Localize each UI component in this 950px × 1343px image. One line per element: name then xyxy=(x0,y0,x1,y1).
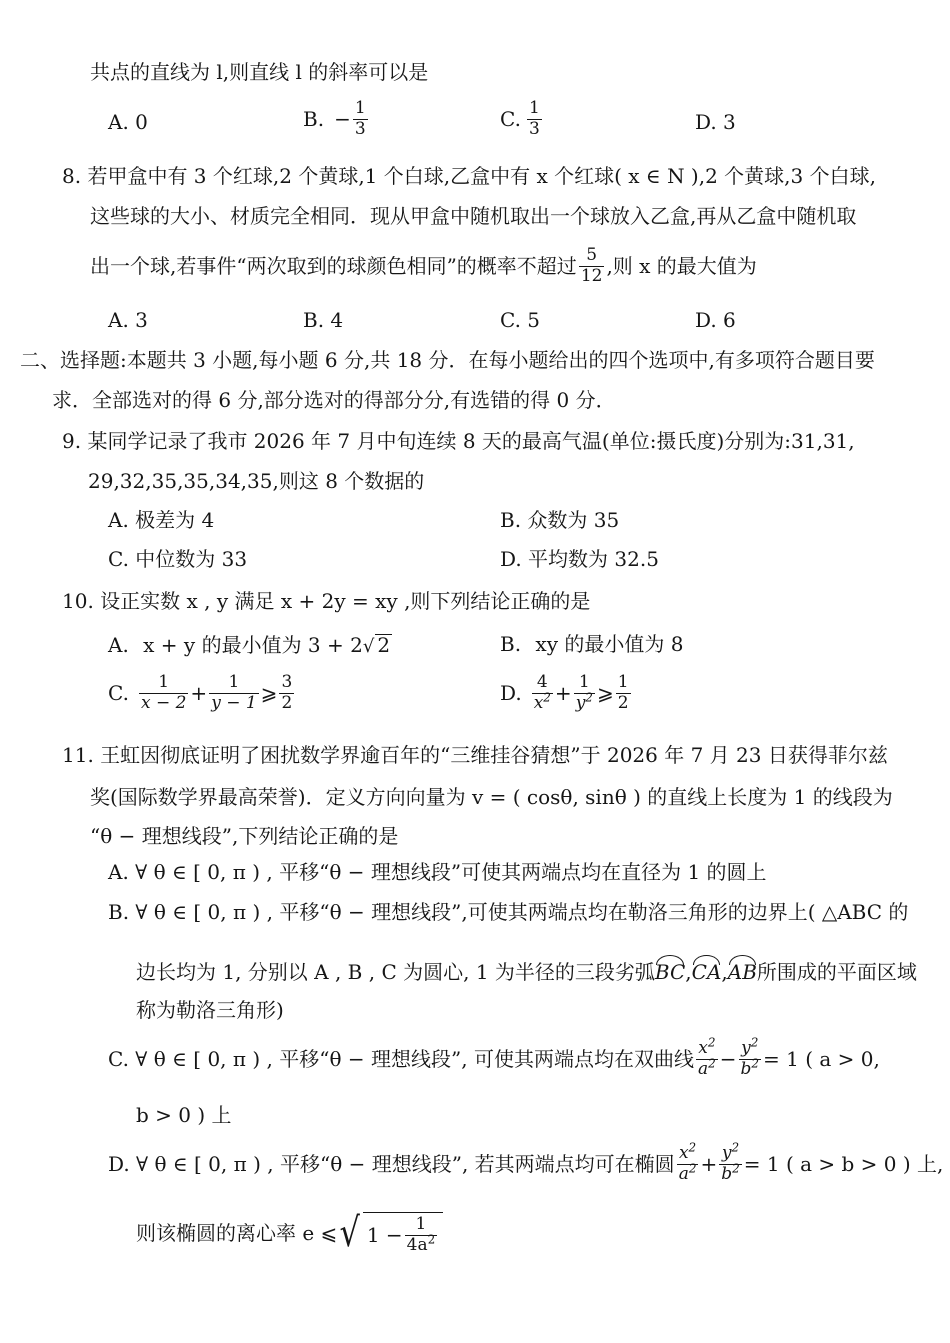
q8-line-2: 这些球的大小、材质完全相同．现从甲盒中随机取出一个球放入乙盒,再从乙盒中随机取 xyxy=(90,204,857,228)
q11-option-d-text: D. ∀ θ ∈ [ 0, π ) , 平移“θ − 理想线段”, 若其两端点均可在椭圆 xyxy=(108,1152,675,1177)
ellipse-fraction-x: $\frac{x^2}{a^2}$ xyxy=(678,1140,697,1184)
q10-option-a-radicand: 2 xyxy=(377,633,391,657)
q9-line-2: 29,32,35,35,34,35,则这 8 个数据的 xyxy=(88,469,425,493)
q11-option-b-line-1: B. ∀ θ ∈ [ 0, π ) , 平移“θ − 理想线段”,可使其两端点均在勒洛三角形的边界上( △ABC 的 xyxy=(108,900,909,924)
q8-fraction: $\frac{5}{12}$ xyxy=(580,245,603,286)
q11-option-b-line-2: 边长均为 1, 分别以 A , B , C 为圆心, 1 为半径的三段劣弧BC,CA,AB所围成的平面区域 xyxy=(136,960,917,984)
q8-option-c: C. 5 xyxy=(500,308,541,332)
q11-line-3: “θ − 理想线段”,下列结论正确的是 xyxy=(90,824,399,848)
q11-option-c-line-1: C. ∀ θ ∈ [ 0, π ) , 平移“θ − 理想线段”, 可使其两端点均在双曲线 $\frac{x^2}{a^2}$ − $\frac{y^2}{b^2}$ = 1 ( a > 0, xyxy=(108,1035,880,1079)
q7-option-b-minus: − xyxy=(334,107,351,132)
q10-stem: 10. 设正实数 x , y 满足 x + 2y = xy ,则下列结论正确的是 xyxy=(62,589,591,613)
q10-option-c-label: C. xyxy=(108,681,129,706)
q8-option-a: A. 3 xyxy=(108,308,148,332)
q7-option-c-fraction: $\frac{1}{3}$ xyxy=(528,98,540,139)
section-2-instructions: 求．全部选对的得 6 分,部分选对的得部分分,有选错的得 0 分． xyxy=(52,388,616,412)
q10-option-d-fraction-2: $\frac{1}{y^2}$ xyxy=(575,672,593,713)
q7-stem: 共点的直线为 l,则直线 l 的斜率可以是 xyxy=(90,60,429,84)
q10-option-d-fraction-1: $\frac{4}{x^2}$ xyxy=(533,672,551,713)
q8-line-3 xyxy=(90,247,757,286)
q10-option-c-fraction-2: $\frac{1}{y - 1}$ xyxy=(211,672,257,713)
q10-option-b-label: B. xyxy=(500,632,522,656)
q10-option-d-fraction-3: $\frac{1}{2}$ xyxy=(617,672,629,713)
q11-option-b-line-3: 称为勒洛三角形) xyxy=(136,998,284,1022)
q11-option-c-line-2: b > 0 ) 上 xyxy=(136,1103,232,1127)
q11-option-c-text-tail: = 1 ( a > 0, xyxy=(763,1047,880,1072)
q11-option-b-text: 边长均为 1, 分别以 A , B , C 为圆心, 1 为半径的三段劣弧 xyxy=(136,960,655,984)
q8-line-3-text: 出一个球,若事件“两次取到的球颜色相同”的概率不超过 xyxy=(90,254,577,279)
arc-ca: CA xyxy=(691,960,722,984)
q10-option-c-fraction-3: $\frac{3}{2}$ xyxy=(281,672,293,713)
q11-option-d-line-1: D. ∀ θ ∈ [ 0, π ) , 平移“θ − 理想线段”, 若其两端点均可在椭圆 $\frac{x^2}{a^2}$ + $\frac{y^2}{b^2}$ = 1 ( a > b > 0 ) 上, xyxy=(108,1140,944,1184)
q10-option-c-fraction-1: $\frac{1}{x - 2}$ xyxy=(140,672,187,713)
q10-option-a-label: A. xyxy=(108,633,129,657)
q11-option-a: A. ∀ θ ∈ [ 0, π ) , 平移“θ − 理想线段”可使其两端点均在直径为 1 的圆上 xyxy=(108,860,767,884)
hyperbola-fraction-y: $\frac{y^2}{b^2}$ xyxy=(740,1035,760,1079)
q11-option-c-text: C. ∀ θ ∈ [ 0, π ) , 平移“θ − 理想线段”, 可使其两端点均在双曲线 xyxy=(108,1047,694,1072)
q8-option-b: B. 4 xyxy=(303,308,344,332)
q11-line-2: 奖(国际数学界最高荣誉)．定义方向向量为 v = ( cosθ, sinθ ) 的直线上长度为 1 的线段为 xyxy=(90,785,893,809)
q11-option-d-conclusion: 则该椭圆的离心率 e ⩽ xyxy=(136,1221,338,1246)
q7-option-d: D. 3 xyxy=(695,110,736,134)
q10-option-d: D. $\frac{4}{x^2}$ + $\frac{1}{y^2}$ ⩾ $\frac{1}{2}$ xyxy=(500,672,629,713)
q8-line-3-tail: ,则 x 的最大值为 xyxy=(606,254,757,279)
q11-option-d-line-2 xyxy=(136,1212,443,1255)
q8-option-d: D. 6 xyxy=(695,308,736,332)
q9-line-1: 9. 某同学记录了我市 2026 年 7 月中旬连续 8 天的最高气温(单位:摄氏度)分别为:31,31, xyxy=(62,429,855,453)
q9-option-c: C. 中位数为 33 xyxy=(108,547,248,571)
section-2-heading: 二、选择题:本题共 3 小题,每小题 6 分,共 18 分．在每小题给出的四个选项中,有多项符合题目要 xyxy=(20,348,875,372)
q11-option-d-text-tail: = 1 ( a > b > 0 ) 上, xyxy=(743,1152,944,1177)
q7-option-a: A. 0 xyxy=(108,110,148,134)
q9-option-d: D. 平均数为 32.5 xyxy=(500,547,659,571)
q7-option-b-label: B. xyxy=(303,107,325,132)
q10-option-d-label: D. xyxy=(500,681,522,706)
q7-option-b xyxy=(303,100,370,139)
arc-bc: BC xyxy=(654,960,686,984)
q7-option-b-fraction: $\frac{1}{3}$ xyxy=(354,98,366,139)
q10-option-a-text: x + y 的最小值为 3 + 2 xyxy=(143,633,363,657)
q10-option-c: C. $\frac{1}{x - 2}$ + $\frac{1}{y - 1}$ ⩾ $\frac{3}{2}$ xyxy=(108,672,293,713)
ellipse-fraction-y: $\frac{y^2}{b^2}$ xyxy=(721,1140,740,1184)
q7-option-c-label: C. xyxy=(500,107,521,132)
q10-option-b xyxy=(500,634,683,654)
q7-option-c xyxy=(500,100,544,139)
hyperbola-fraction-x: $\frac{x^2}{a^2}$ xyxy=(697,1035,716,1079)
q8-line-1: 8. 若甲盒中有 3 个红球,2 个黄球,1 个白球,乙盒中有 x 个红球( x ∈ N ),2 个黄球,3 个白球, xyxy=(62,164,876,188)
q10-option-a: A. x + y 的最小值为 3 + 2√ 2 xyxy=(108,633,391,657)
q10-option-b-text: xy 的最小值为 8 xyxy=(535,632,684,656)
arc-ab: AB xyxy=(727,960,757,984)
q11-line-1: 11. 王虹因彻底证明了困扰数学界逾百年的“三维挂谷猜想”于 2026 年 7 月 23 日获得菲尔兹 xyxy=(62,743,888,767)
q9-option-a: A. 极差为 4 xyxy=(108,508,215,532)
eccentricity-radical: √ 1 − $\frac{1}{4a^2}$ xyxy=(337,1212,443,1255)
q9-option-b: B. 众数为 35 xyxy=(500,508,620,532)
q11-option-b-text-tail: 所围成的平面区域 xyxy=(756,960,917,984)
